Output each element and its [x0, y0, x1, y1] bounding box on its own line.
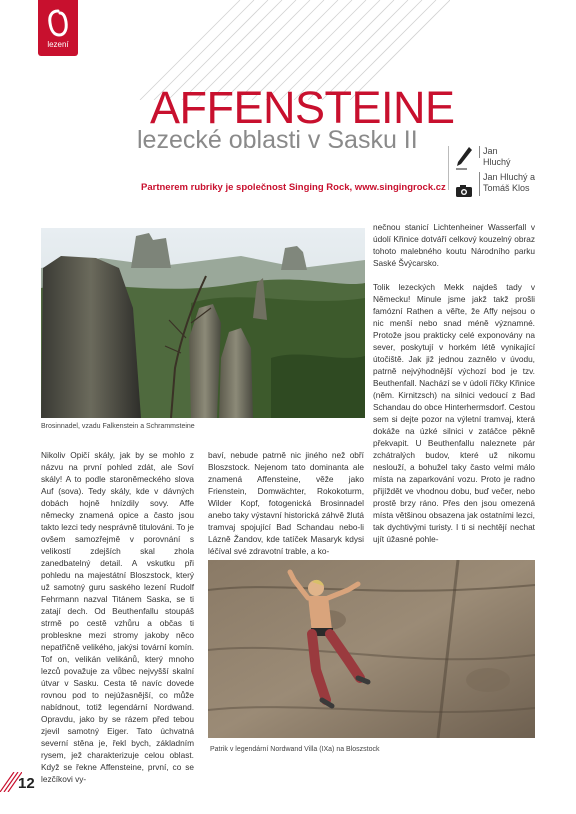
paragraph: Nikoliv Opičí skály, jak by se mohlo z názvu na první pohled zdát, ale Soví skály! A to podle staroněmeckého slova Auf (sova). Tedy skály, kde v dávných dobách hojně hnízdily sovy. Affe německy znamená opice a často jsou takto lezci tedy nesprávně titulováni. To je ovšem samozřejmě v porovnání s velikostí zdejších skal zhola zanedbatelný detail. A vskutku při pohledu na majestátní Bloszstock, který už samotný guru saského lezení Rudolf Fehrmann nazval Titánem Saska, se ti zatají dech. Od Beuthenfallu stoupáš strmě po cestě vzhůru a občas ti probleskne mezi stromy jakoby něco nepatřičně velikého, jakýsi tovární komín. Tof on, velikán velikánů, který mnoho lezců považuje za vůbec nejvyšší skalní útvar v Sasku. Cesta tě navíc dovede rovnou pod to nejúžasnější, co může nabídnout, totiž legendární Nordwand. Opravdu, jako by se rázem před tebou zjevil samotný Eiger. Tato úchvatná severní stěna je, řekl bych, základním rysem, jež charakterizuje celou oblast. Když se řekne Affensteine, první, co se lezčíkovi vy-	[41, 450, 194, 784]
paragraph: baví, nebude patrně nic jiného než obří Bloszstock. Nejenom tato dominanta ale znamená Affensteine, věže jako Frienstein, Domwächter, Rokokoturm, Wilder Kopf, fotogenická Brosinnadel anebo taky výstavní historická záhvě žlutá tramvaj spojující Bad Schandau nebo-li Lázně Žandov, kde tatíček Masaryk kdysi léčíval své zdravotní trable, a ko-	[208, 450, 364, 556]
divider	[479, 172, 480, 196]
photo-caption-bottom: Patrik v legendární Nordwand Villa (IXa) na Bloszstock	[210, 746, 380, 753]
carabiner-icon	[45, 8, 71, 38]
article-column-1	[41, 449, 194, 797]
logo-label: lezení	[47, 40, 69, 49]
camera-icon	[455, 184, 473, 198]
divider	[448, 146, 449, 190]
climber-photo	[208, 560, 535, 738]
pen-icon	[455, 146, 473, 170]
partner-line: Partnerem rubriky je společnost Singing Rock, www.singingrock.cz	[141, 182, 446, 193]
paragraph: nečnou stanicí Lichtenheiner Wasserfall v údolí Křinice dotváří celkový kouzelný obraz tohoto malebného koutu Národního parku Saské Švýcarsko.	[373, 222, 535, 268]
landscape-photo	[41, 228, 365, 418]
section-logo	[38, 0, 78, 56]
author-name: Jan Hluchý	[483, 146, 511, 167]
paragraph: Tolik lezeckých Mekk najdeš tady v Německu! Minule jsme jakž takž prošli famózní Rathen a věřte, že Affy nejsou o nic menší nebo snad méně významné. Protože jsou prakticky celé exponovány na sever, poskytují v horkém létě vynikající útočiště. Jak již jednou zaznělo v úvodu, patrně nejvýhodnější výchozí bod je tzv. Beuthenfall. Nachází se v údolí říčky Křinice (něm. Kirnitzsch) na silnici vedoucí z Bad Schandau do obce Hinterhermsdorf. Cestou sem si dejte pozor na výletní tramvaj, která dokáže na úzké silnici v zatáčce pěkně překvapit. U Beuthenfallu naleznete pár zchátralých budov, které už nikomu neslouží, a bohužel taky často velmi málo místa na zaparkování vozu. Proto je radno přijíždět ve vhodnou dobu, buď večer, nebo prostě brzy ráno. Přes den jsou omezená místa většinou obsazena jak ostatními lezci, tak dychtivými turisty. I ti si nechtějí nechat ujít úžasné pohle-	[373, 282, 535, 544]
photo-caption-top: Brosinnadel, vzadu Falkenstein a Schrammsteine	[41, 423, 195, 430]
photo-credit: Jan Hluchý a Tomáš Klos	[483, 172, 536, 193]
page-number: 12	[18, 775, 35, 792]
article-column-2	[208, 449, 364, 569]
article-title: AFFENSTEINE	[150, 82, 455, 133]
divider	[479, 146, 480, 158]
article-column-3	[373, 221, 535, 557]
article-subtitle: lezecké oblasti v Sasku II	[137, 126, 418, 154]
